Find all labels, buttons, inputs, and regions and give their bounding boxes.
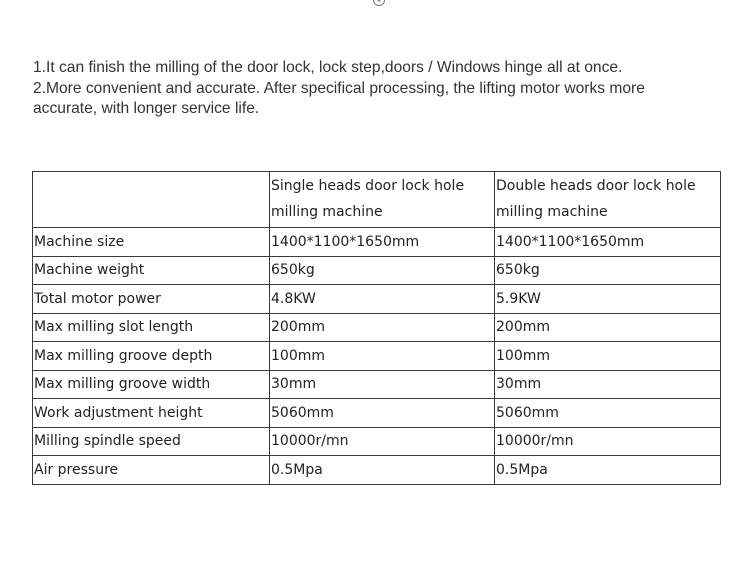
row-double-value: 10000r/mn xyxy=(495,427,721,456)
row-label: Max milling groove width xyxy=(33,370,270,399)
table-row xyxy=(33,456,721,485)
row-double-value: 650kg xyxy=(495,256,721,285)
intro-line-1: 1.It can finish the milling of the door lock, lock step,doors / Windows hinge all at once. xyxy=(33,59,623,76)
table-row xyxy=(33,370,721,399)
header-double-line-1: Double heads door lock hole xyxy=(496,178,696,194)
header-single-line-2: milling machine xyxy=(271,204,383,220)
row-label: Max milling groove depth xyxy=(33,342,270,371)
row-double-value: 1400*1100*1650mm xyxy=(495,228,721,257)
row-single-value: 200mm xyxy=(270,313,495,342)
table-row xyxy=(33,228,721,257)
row-double-value: 30mm xyxy=(495,370,721,399)
intro-line-2: 2.More convenient and accurate. After specifical processing, the lifting motor works more xyxy=(33,79,645,97)
header-cell-empty xyxy=(33,172,270,228)
row-double-value: 0.5Mpa xyxy=(495,456,721,485)
row-single-value: 1400*1100*1650mm xyxy=(270,228,495,257)
header-double-line-2: milling machine xyxy=(496,204,608,220)
row-double-value: 100mm xyxy=(495,342,721,371)
header-single-line-1: Single heads door lock hole xyxy=(271,178,465,194)
table-row xyxy=(33,285,721,314)
table-row xyxy=(33,427,721,456)
chevron-down-icon xyxy=(373,0,385,6)
table-row xyxy=(33,256,721,285)
row-label: Total motor power xyxy=(33,285,270,314)
row-label: Milling spindle speed xyxy=(33,427,270,456)
row-label: Machine weight xyxy=(33,256,270,285)
row-single-value: 10000r/mn xyxy=(270,427,495,456)
header-cell-double xyxy=(495,172,721,228)
row-label: Work adjustment height xyxy=(33,399,270,428)
row-single-value: 30mm xyxy=(270,370,495,399)
row-label: Machine size xyxy=(33,228,270,257)
header-cell-single xyxy=(270,172,495,228)
row-label: Air pressure xyxy=(33,456,270,485)
table-row xyxy=(33,313,721,342)
intro-text xyxy=(33,58,723,120)
intro-line-3: accurate, with longer service life. xyxy=(33,100,260,117)
row-double-value: 5060mm xyxy=(495,399,721,428)
row-single-value: 100mm xyxy=(270,342,495,371)
spec-table xyxy=(32,171,721,485)
row-single-value: 4.8KW xyxy=(270,285,495,314)
row-single-value: 0.5Mpa xyxy=(270,456,495,485)
table-header-row xyxy=(33,172,721,228)
row-double-value: 5.9KW xyxy=(495,285,721,314)
row-label: Max milling slot length xyxy=(33,313,270,342)
row-double-value: 200mm xyxy=(495,313,721,342)
table-row xyxy=(33,342,721,371)
row-single-value: 650kg xyxy=(270,256,495,285)
table-row xyxy=(33,399,721,428)
row-single-value: 5060mm xyxy=(270,399,495,428)
